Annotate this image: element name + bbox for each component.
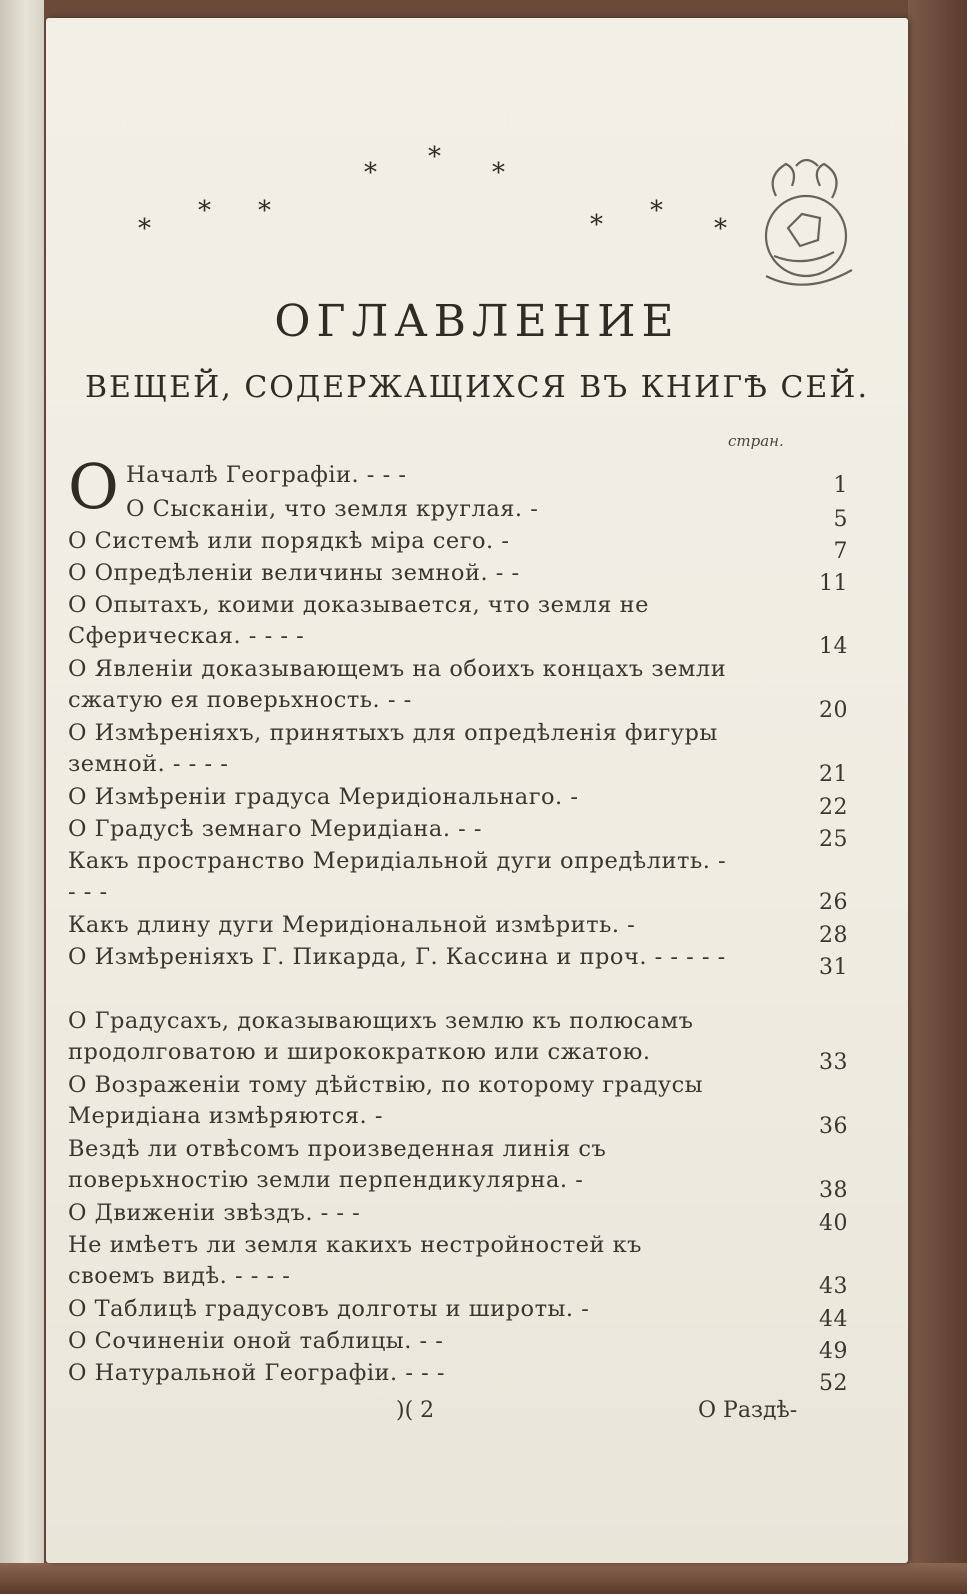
toc-entry-text: Началѣ Географіи. - - - <box>126 462 407 488</box>
toc-entry <box>68 1070 848 1139</box>
toc-entry <box>68 814 848 852</box>
toc-entry-text: О Опытахъ, коими доказывается, что земля не Сферическая. - - - - <box>68 592 649 649</box>
toc-entry-text: Вездѣ ли отвѣсомъ произведенная линія съ поверьхностію земли перпендикулярна. - <box>68 1136 607 1193</box>
toc-entry-page: 20 <box>819 698 848 723</box>
book-page <box>46 18 908 1563</box>
toc-entry-text: О Явленіи доказывающемъ на обоихъ концахъ земли сжатую ея поверьхность. - - <box>68 656 727 713</box>
library-stamp-icon <box>736 136 866 306</box>
toc-entry-page: 52 <box>819 1371 848 1396</box>
toc-entry-page: 40 <box>819 1211 848 1236</box>
star-icon: ⁎ <box>364 150 377 180</box>
toc-entry-text: О Сочиненіи оной таблицы. - - <box>68 1328 444 1354</box>
toc-entry-text: О Сысканіи, что земля круглая. - <box>126 496 539 522</box>
star-icon: ⁎ <box>492 150 505 180</box>
toc-entry <box>68 910 848 948</box>
toc-entry-page: 1 <box>833 473 848 498</box>
star-icon: ⁎ <box>198 188 211 218</box>
drop-cap: О <box>68 450 119 523</box>
toc-entry-page: 43 <box>819 1274 848 1299</box>
toc-entry-text: О Градусахъ, доказывающихъ землю къ полюсамъ продолговатою и широкократкою или сжатою. <box>68 1008 694 1065</box>
toc-entry-page: 21 <box>819 762 848 787</box>
toc-entry-page: 22 <box>819 795 848 820</box>
toc-entry-page: 44 <box>819 1307 848 1332</box>
toc-entry-text: Какъ длину дуги Меридіональной измѣрить. - <box>68 912 636 938</box>
toc-entry <box>68 1358 848 1396</box>
book-spine-edge <box>0 0 44 1594</box>
toc-entry <box>68 1294 848 1332</box>
toc-entry-page: 33 <box>819 1050 848 1075</box>
toc-entry <box>68 654 848 723</box>
toc-entry <box>68 846 848 915</box>
toc-entry-text: О Возраженіи тому дѣйствію, по которому градусы Меридіана измѣряются. - <box>68 1072 704 1129</box>
toc-entry <box>68 1326 848 1364</box>
toc-entry-text: О Натуральной Географіи. - - - <box>68 1360 445 1386</box>
toc-entry-text: Какъ пространство Меридіальной дуги опредѣлить. - - - - <box>68 848 727 905</box>
toc-entry-page: 5 <box>833 507 848 532</box>
toc-entry-text: О Измѣреніи градуса Меридіональнаго. - <box>68 784 579 810</box>
star-icon: ⁎ <box>428 134 441 164</box>
toc-entry-page: 36 <box>819 1114 848 1139</box>
toc-entry-page: 26 <box>819 890 848 915</box>
toc-entry-page: 31 <box>819 955 848 980</box>
toc-entry <box>68 558 848 596</box>
toc-entry-text: О Опредѣленіи величины земной. - - <box>68 560 520 586</box>
toc-entry-page: 38 <box>819 1178 848 1203</box>
catchword: О Раздѣ- <box>698 1398 798 1423</box>
toc-entry <box>68 494 848 532</box>
toc-entry-page: 7 <box>833 539 848 564</box>
page-column-label: стран. <box>728 432 784 450</box>
toc-entry <box>68 1006 848 1075</box>
toc-entry <box>68 590 848 659</box>
toc-entry <box>68 1198 848 1236</box>
toc-entry-text: О Таблицѣ градусовъ долготы и широты. - <box>68 1296 590 1322</box>
toc-entry <box>68 460 848 498</box>
page-subtitle: ВЕЩЕЙ, СОДЕРЖАЩИХСЯ ВЪ КНИГѢ СЕЙ. <box>85 370 869 405</box>
star-icon: ⁎ <box>590 202 603 232</box>
toc-entry-page: 49 <box>819 1339 848 1364</box>
toc-entry-page: 11 <box>819 571 848 596</box>
book-cover-edge <box>908 0 967 1594</box>
star-icon: ⁎ <box>258 188 271 218</box>
toc-entry-text: О Градусѣ земнаго Меридіана. - - <box>68 816 483 842</box>
signature-mark: )( 2 <box>396 1398 435 1423</box>
star-icon: ⁎ <box>714 206 727 236</box>
toc-entry-text: О Системѣ или порядкѣ міра сего. - <box>68 528 510 554</box>
toc-entry-text: О Измѣреніяхъ, принятыхъ для опредѣленія фигуры земной. - - - - <box>68 720 718 777</box>
toc-entry <box>68 782 848 820</box>
toc-entry <box>68 1134 848 1203</box>
star-icon: ⁎ <box>650 188 663 218</box>
star-icon: ⁎ <box>138 206 151 236</box>
toc-entry-text: О Движеніи звѣздъ. - - - <box>68 1200 361 1226</box>
toc-entry <box>68 718 848 787</box>
toc-entry-text: О Измѣреніяхъ Г. Пикарда, Г. Кассина и проч. - - - - - <box>68 944 726 970</box>
toc-entry-page: 25 <box>819 827 848 852</box>
toc-entry-page: 28 <box>819 923 848 948</box>
page-title: ОГЛАВЛЕНИЕ <box>274 296 680 347</box>
toc-entry <box>68 1230 848 1299</box>
book-bottom-edge <box>0 1563 967 1594</box>
toc-entry <box>68 526 848 564</box>
toc-entry <box>68 942 848 980</box>
toc-entry-page: 14 <box>819 634 848 659</box>
toc-entry-text: Не имѣетъ ли земля какихъ нестройностей къ своемъ видѣ. - - - - <box>68 1232 642 1289</box>
